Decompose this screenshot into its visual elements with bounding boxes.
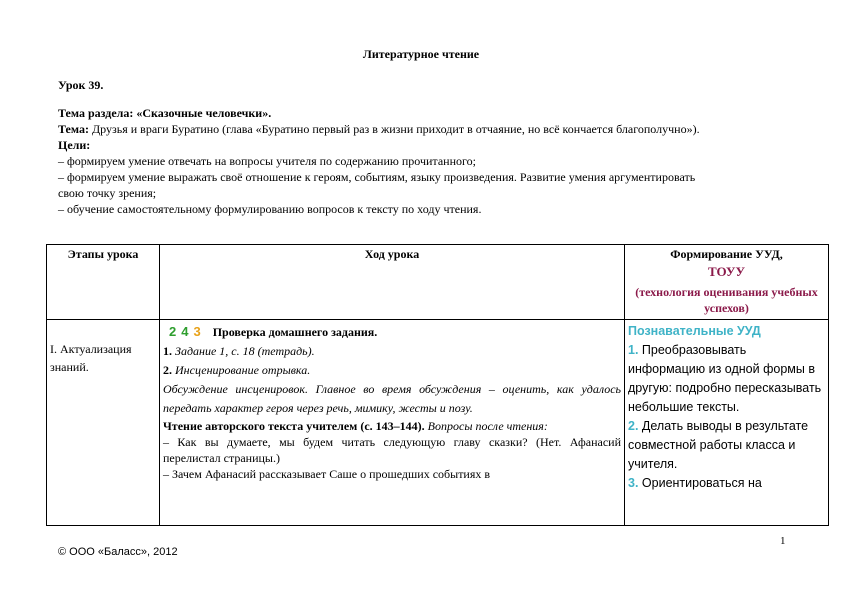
copyright: © ООО «Баласс», 2012 — [58, 546, 178, 558]
topic-section-label: Тема раздела: — [58, 106, 134, 120]
uud-item-num: 3. — [628, 476, 639, 490]
stage-name: I. Актуализация знаний. — [50, 342, 132, 374]
task-2 — [163, 361, 621, 380]
goal-item: – формируем умение выражать своё отношение к героям, событиям, языку произведения. Развитие умения аргументировать свою точку зрения; — [58, 170, 696, 200]
discussion-text: Обсуждение инсценировок. Главное во время обсуждения – оценить, как удалось передать характер героя через речь, мимику, жесты и позу. — [163, 382, 621, 415]
goal-item: – формируем умение отвечать на вопросы учителя по содержанию прочитанного; — [58, 154, 476, 168]
uud-item-text: Преобразовывать информацию из одной формы в другую: подробно пересказывать небольшие тексты. — [628, 343, 822, 414]
uud-cell — [625, 320, 829, 526]
homework-check — [163, 322, 621, 342]
uud-item — [628, 474, 825, 493]
lesson-number: Урок 39. — [58, 78, 104, 92]
topic-value: Друзья и враги Буратино (глава «Буратино первый раз в жизни приходит в отчаяние, но всё кончается благополучно»). — [91, 122, 700, 136]
header-touu-desc: (технология оценивания учебных успехов) — [635, 285, 818, 315]
digit-3: 3 — [193, 324, 201, 339]
topic-label: Тема: — [58, 122, 89, 136]
header-uud-title: Формирование УУД, — [670, 247, 783, 261]
homework-title: Проверка домашнего задания. — [212, 325, 378, 339]
uud-item — [628, 341, 825, 417]
task-2-num: 2. — [163, 363, 172, 377]
question-2: – Зачем Афанасий рассказывает Саше о прошедших событиях в — [163, 467, 491, 481]
lesson-table — [46, 244, 829, 526]
uud-item — [628, 417, 825, 474]
goals-label: Цели: — [58, 138, 91, 152]
header-course: Ход урока — [160, 245, 625, 320]
uud-item-text: Ориентироваться на — [641, 476, 762, 490]
reading — [163, 418, 621, 434]
header-touu: ТОУУ — [708, 264, 745, 279]
topic-section-value: «Сказочные человечки». — [136, 106, 272, 120]
reading-questions-label: Вопросы после чтения: — [427, 419, 548, 433]
header-stages: Этапы урока — [47, 245, 160, 320]
topic-section — [58, 105, 788, 121]
reading-text: Чтение авторского текста учителем (с. 143–144). — [163, 419, 425, 433]
stage-cell — [47, 320, 160, 526]
header-uud — [625, 245, 829, 320]
digit-1: 2 — [169, 324, 177, 339]
uud-item-text: Делать выводы в результате совместной работы класса и учителя. — [628, 419, 809, 471]
goal-item: – обучение самостоятельному формулированию вопросов к тексту по ходу чтения. — [58, 202, 482, 216]
uud-item-num: 1. — [628, 343, 639, 357]
course-cell — [160, 320, 625, 526]
uud-title: Познавательные УУД — [628, 324, 761, 338]
lesson-intro — [58, 105, 788, 217]
page-number: 1 — [780, 535, 786, 547]
topic — [58, 121, 788, 137]
task-1 — [163, 342, 621, 361]
uud-item-num: 2. — [628, 419, 639, 433]
task-1-text: Задание 1, с. 18 (тетрадь). — [175, 344, 315, 358]
digit-2: 4 — [181, 324, 189, 339]
task-2-text: Инсценирование отрывка. — [175, 363, 311, 377]
table-row — [47, 320, 829, 526]
task-1-num: 1. — [163, 344, 172, 358]
table-header-row — [47, 245, 829, 320]
document-title: Литературное чтение — [362, 47, 480, 61]
question-1: – Как вы думаете, мы будем читать следующую главу сказки? (Нет. Афанасий перелистал страницы.) — [163, 435, 621, 465]
